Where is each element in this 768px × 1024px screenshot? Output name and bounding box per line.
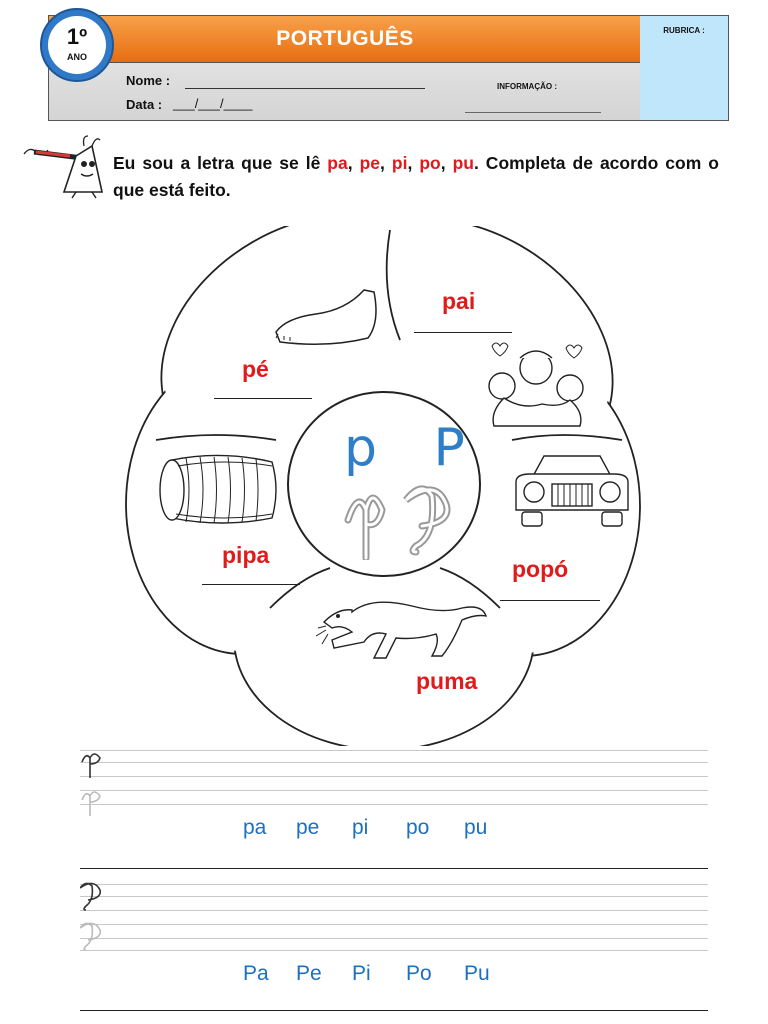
instruction-separator: , [380, 153, 392, 173]
date-field[interactable]: ___/___/____ [173, 96, 253, 111]
car-icon [512, 446, 632, 530]
instruction-syllable: pu [452, 153, 474, 173]
answer-line-pipa[interactable] [202, 584, 300, 585]
guide-line [80, 950, 708, 951]
word-pe: pé [242, 356, 269, 382]
guide-line [80, 776, 708, 777]
rubrica-box[interactable] [640, 15, 729, 121]
header-panel [48, 15, 642, 121]
uppercase-syllable: Po [406, 962, 432, 985]
guide-line [80, 884, 708, 885]
grade-label: ANO [67, 52, 87, 62]
guide-line [80, 750, 708, 751]
guide-line [80, 804, 708, 805]
uppercase-syllable: Pe [296, 962, 322, 985]
instruction-prefix: Eu sou a letra que se lê [113, 153, 328, 173]
subject-title: PORTUGUÊS [276, 27, 414, 50]
uppercase-syllable: Pa [243, 962, 269, 985]
name-label: Nome : [126, 73, 171, 88]
worksheet-header [48, 15, 730, 121]
center-cursive-letters [338, 480, 478, 560]
foot-icon [272, 288, 382, 348]
lowercase-syllable: pu [464, 816, 488, 839]
answer-line-popo[interactable] [500, 600, 600, 601]
word-popo: popó [512, 556, 569, 582]
lowercase-syllable: pi [352, 816, 369, 839]
word-puma: puma [416, 668, 478, 694]
info-label: INFORMAÇÃO : [497, 82, 557, 91]
lowercase-syllable: po [406, 816, 430, 839]
barrel-icon [156, 452, 280, 528]
cursive-upper-p-model [80, 882, 106, 912]
uppercase-syllable: Pi [352, 962, 371, 985]
guide-line [80, 762, 708, 763]
guide-line [80, 790, 708, 791]
instruction-separator: , [347, 153, 360, 173]
pencil-mascot-icon [18, 134, 106, 200]
cursive-upper-p-trace [80, 922, 106, 952]
instruction-syllable: po [419, 153, 441, 173]
date-label: Data : [126, 97, 163, 112]
writing-line[interactable] [80, 868, 708, 869]
instruction-text [113, 150, 719, 204]
guide-line [80, 896, 708, 897]
guide-line [80, 924, 708, 925]
grade-badge-inner [48, 16, 106, 74]
answer-line-pe[interactable] [214, 398, 312, 399]
writing-line[interactable] [80, 1010, 708, 1011]
grade-badge [40, 8, 114, 82]
name-field[interactable] [185, 88, 425, 89]
cursive-p-trace [80, 788, 106, 818]
answer-line-pai[interactable] [414, 332, 512, 333]
guide-line [80, 938, 708, 939]
uppercase-syllable: Pu [464, 962, 490, 985]
puma-icon [312, 592, 488, 660]
rubrica-label: RUBRICA : [663, 26, 705, 35]
word-pipa: pipa [222, 542, 270, 568]
lowercase-syllable: pe [296, 816, 320, 839]
instruction-syllable: pi [391, 153, 408, 173]
instruction-syllable: pa [327, 153, 348, 173]
info-field[interactable] [465, 112, 601, 113]
instruction-separator: , [407, 153, 420, 173]
lowercase-syllable: pa [243, 816, 267, 839]
instruction-suffix: . Completa de acordo com o que está feito. [113, 153, 719, 200]
instruction-separator: , [440, 153, 453, 173]
grade-number: 1º [66, 24, 88, 49]
cursive-p-model [80, 750, 106, 780]
word-pai: pai [442, 288, 476, 314]
guide-line [80, 910, 708, 911]
instruction-syllable: pe [359, 153, 381, 173]
family-icon [474, 338, 600, 428]
center-print-letters: p P [344, 418, 485, 478]
